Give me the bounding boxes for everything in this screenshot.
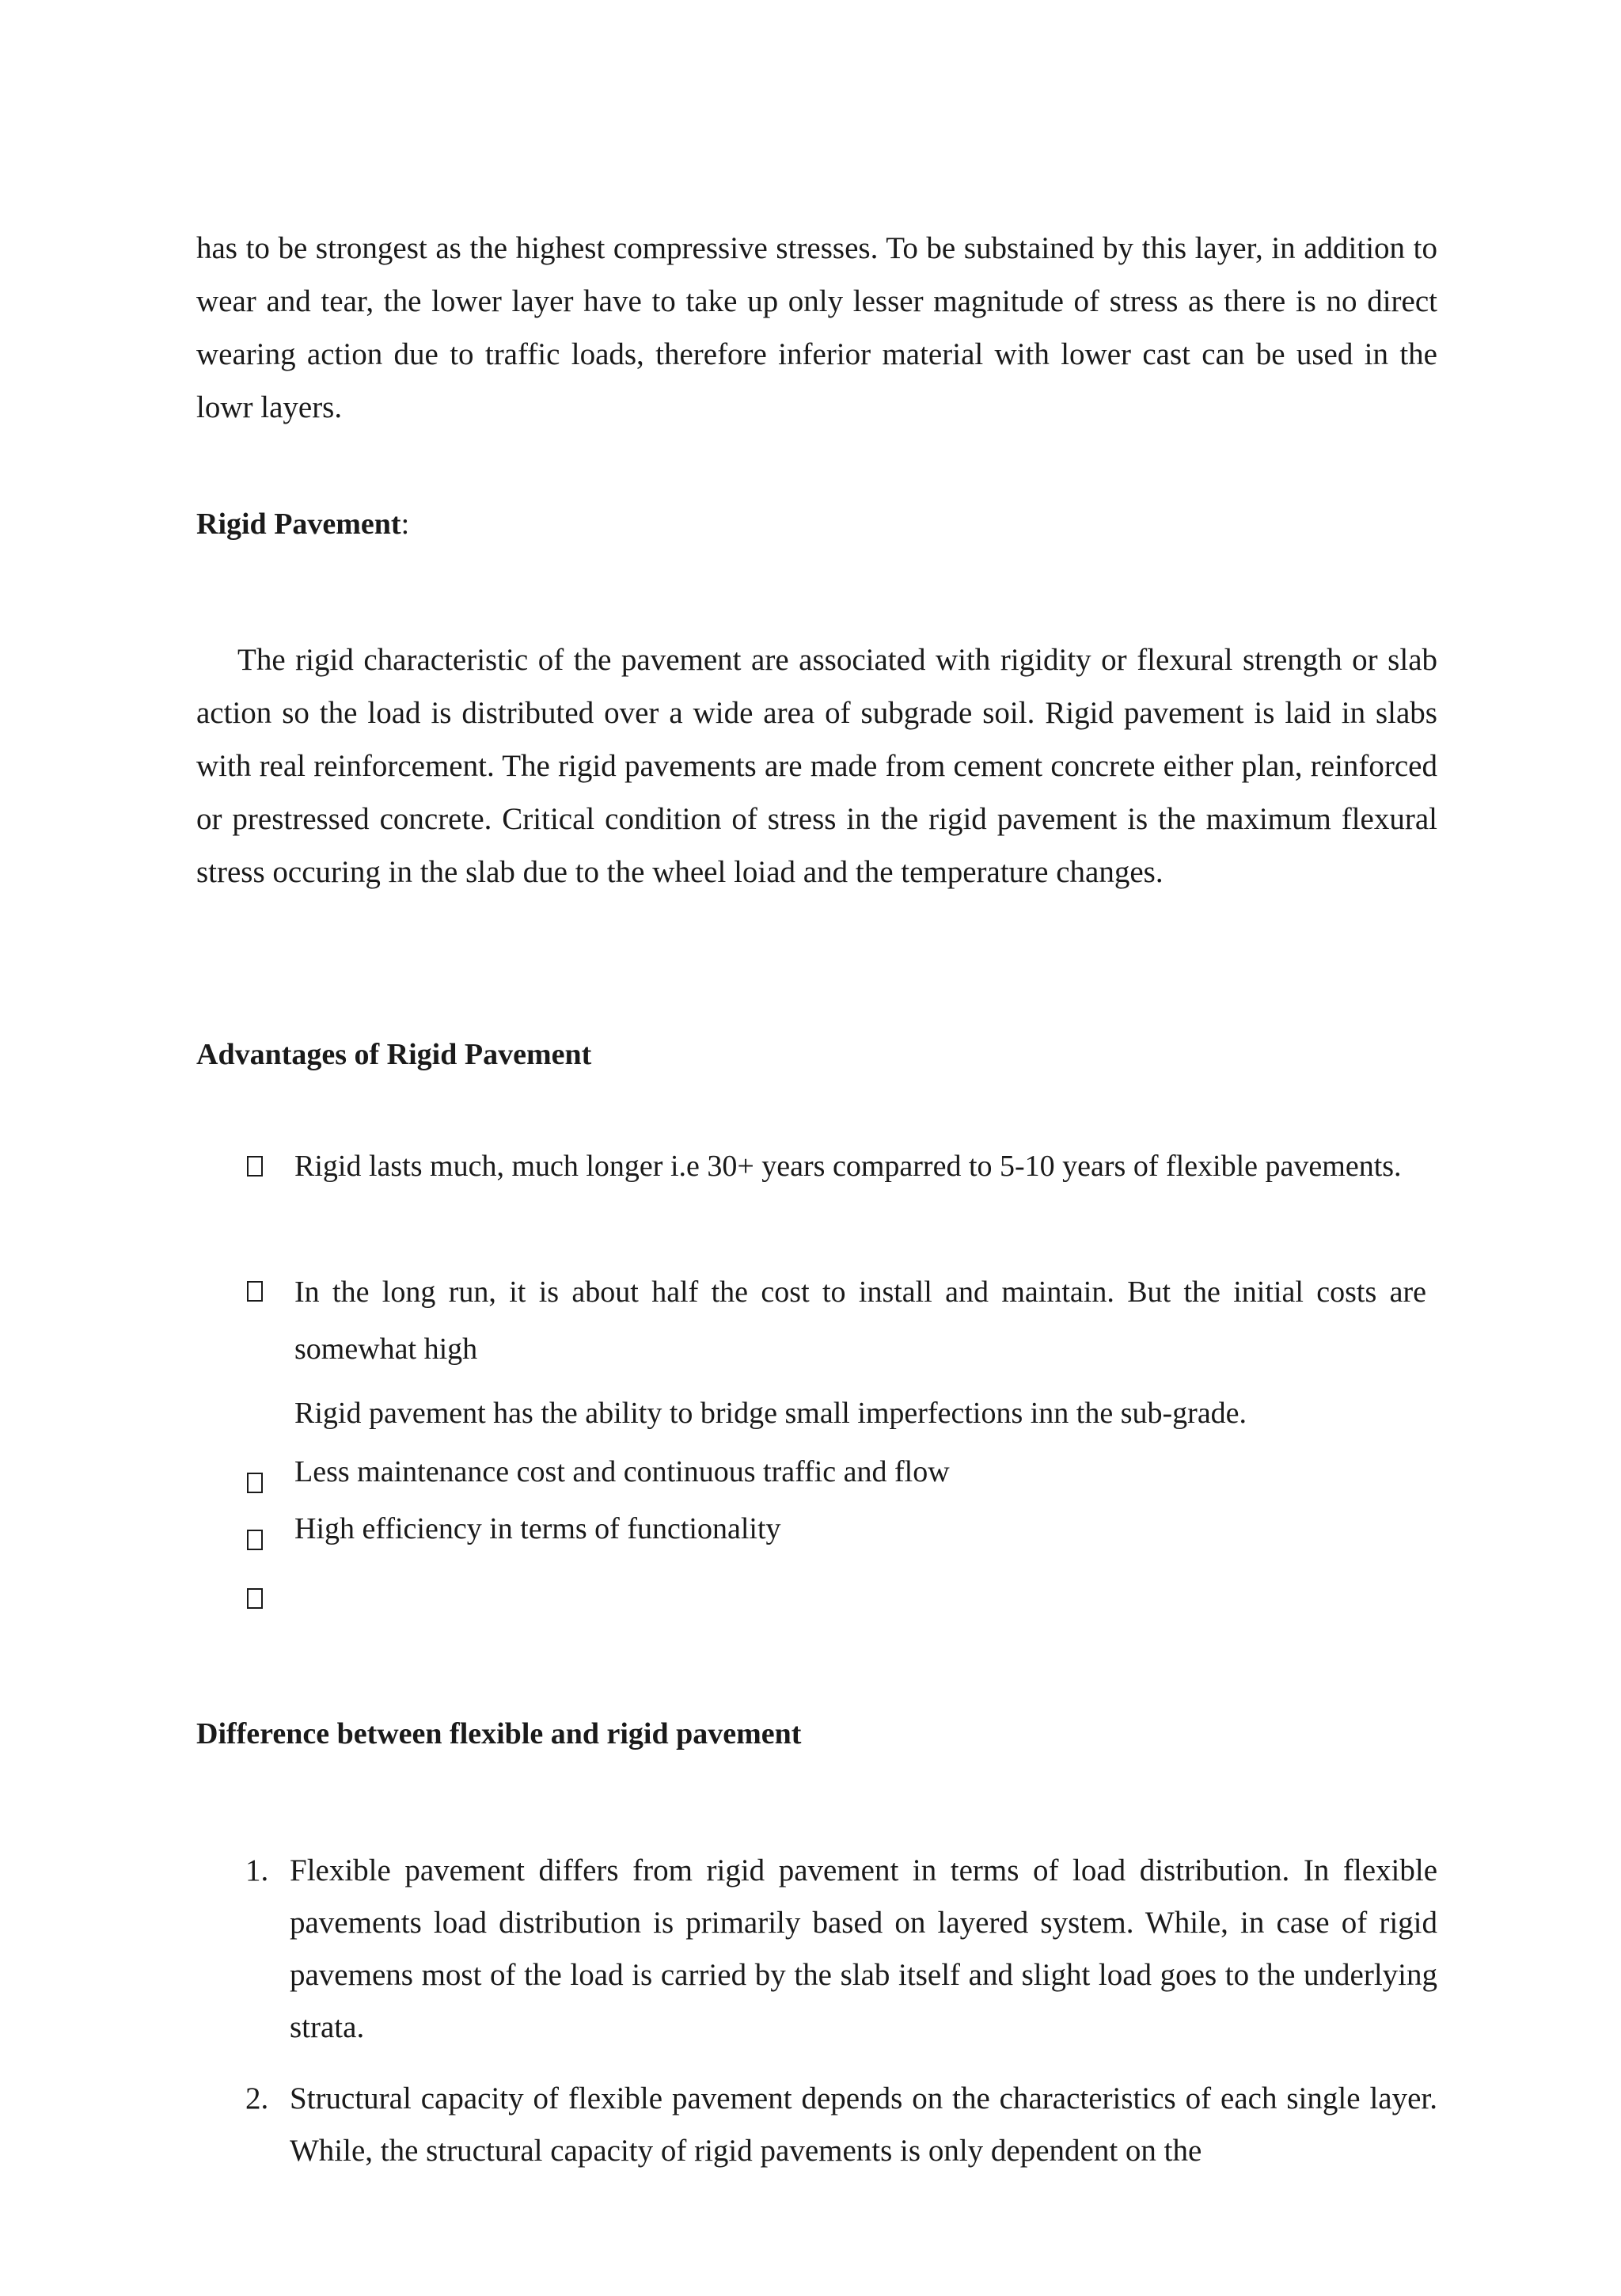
difference-text: Structural capacity of flexible pavement depends on the characteristics of each single layer. While, the structural capacity of rigid pavements is only dependent on the	[290, 2081, 1437, 2168]
bullet-marker-icon	[247, 1156, 263, 1177]
intro-paragraph: has to be strongest as the highest compressive stresses. To be substained by this layer, in addition to wear and tear, the lower layer have to take up only lesser magnitude of stress as there is no direct wearing action due to traffic loads, therefore inferior material with lower cast can be used in the lowr layers.	[196, 231, 1437, 424]
advantage-item: In the long run, it is about half the cost to install and maintain. But the initial costs are somewhat high	[294, 1275, 1426, 1366]
difference-heading: Difference between flexible and rigid pavement	[196, 1717, 802, 1751]
advantages-heading: Advantages of Rigid Pavement	[196, 1038, 592, 1071]
bullet-marker-icon	[247, 1473, 263, 1493]
rigid-pavement-paragraph: The rigid characteristic of the pavement are associated with rigidity or flexural strength or slab action so the load is distributed over a wide area of subgrade soil. Rigid pavement is laid in slabs with real reinforcement. The rigid pavements are made from cement concrete either plan, reinforced or prestressed concrete. Critical condition of stress in the rigid pavement is the maximum flexural stress occuring in the slab due to the wheel loiad and the temperature changes.	[196, 643, 1437, 889]
difference-text: Flexible pavement differs from rigid pavement in terms of load distribution. In flexible pavements load distribution is primarily based on layered system. While, in case of rigid pavemens most of the load is carried by the slab itself and slight load goes to the underlying strata.	[290, 1853, 1437, 2044]
difference-number: 2.	[245, 2081, 269, 2115]
rigid-pavement-title: Rigid Pavement	[196, 507, 401, 541]
rigid-pavement-heading	[196, 507, 409, 542]
difference-number: 1.	[245, 1853, 269, 1887]
advantage-item: Rigid pavement has the ability to bridge small imperfections inn the sub-grade.	[294, 1397, 1247, 1430]
bullet-marker-icon	[247, 1281, 263, 1302]
advantage-item: Less maintenance cost and continuous traffic and flow	[294, 1455, 950, 1488]
bullet-marker-icon	[247, 1530, 263, 1550]
rigid-pavement-colon: :	[401, 507, 410, 541]
bullet-marker-icon	[247, 1588, 263, 1609]
advantage-item: Rigid lasts much, much longer i.e 30+ years comparred to 5-10 years of flexible pavements.	[294, 1150, 1402, 1183]
advantage-item: High efficiency in terms of functionality	[294, 1512, 781, 1545]
